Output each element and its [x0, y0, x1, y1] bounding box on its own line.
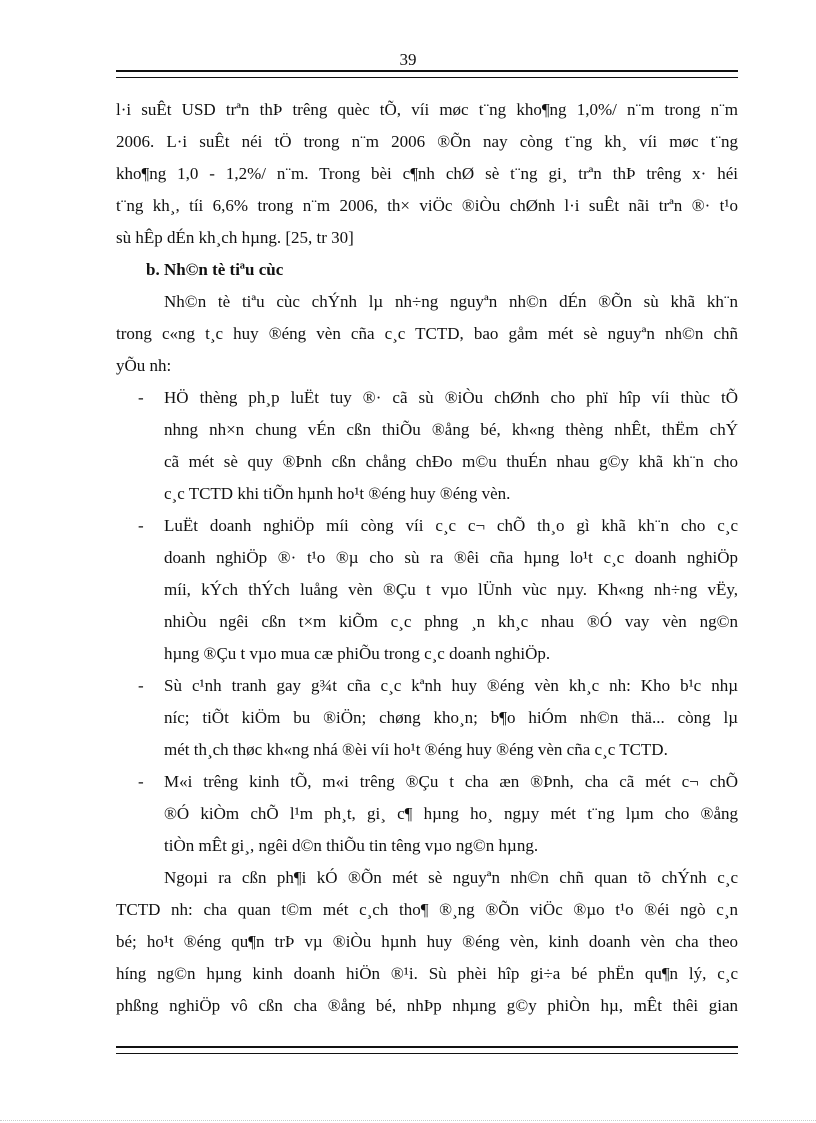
text-line: Ngoµi ra cßn ph¶i kÓ ®Õn mét sè nguyªn nh©n chñ quan tõ chÝnh c¸c — [164, 868, 738, 887]
paragraph — [116, 862, 738, 1022]
bullet-dash: - — [138, 516, 144, 535]
text-line: kho¶ng 1,0 - 1,2%/ n¨m. Trong bèi c¶nh chØ sè t¨ng gi¸ trªn thÞ trêng x· héi — [116, 164, 738, 183]
bullet-item — [116, 382, 738, 510]
page-edge — [0, 1120, 816, 1121]
bullet-item — [116, 670, 738, 766]
bullet-dash: - — [138, 676, 144, 695]
bullet-item — [116, 510, 738, 670]
text-line: yÕu nh: — [116, 356, 172, 375]
text-line: trong c«ng t¸c huy ®éng vèn cña c¸c TCTD, bao gåm mét sè nguyªn nh©n chñ — [116, 324, 738, 343]
paragraph — [116, 286, 738, 382]
text-line: Nh©n tè tiªu cùc chÝnh lµ nh÷ng nguyªn nh©n dÉn ®Õn sù khã kh¨n — [164, 292, 738, 311]
text-line: TCTD nh: cha quan t©m mét c¸ch tho¶ ®¸ng ®Õn viÖc ®µo t¹o ®éi ngò c¸n — [116, 900, 738, 919]
text-line: mét th¸ch thøc kh«ng nhá ®èi víi ho¹t ®éng huy ®éng vèn cña c¸c TCTD. — [164, 740, 668, 759]
text-line: nhiÒu ngêi cßn t×m kiÕm c¸c phng ¸n kh¸c nhau ®Ó vay vèn ng©n — [164, 612, 738, 631]
text-line: bé; ho¹t ®éng qu¶n trÞ vµ ®iÒu hµnh huy ®éng vèn, kinh doanh vèn cha theo — [116, 932, 738, 951]
section-heading: b. Nh©n tè tiªu cùc — [146, 260, 284, 279]
text-line: sù hÊp dÉn kh¸ch hµng. [25, tr 30] — [116, 228, 354, 247]
bullet-text: M«i trêng kinh tÕ, m«i trêng ®Çu t cha æn ®Þnh, cha cã mét c¬ chÕ — [164, 772, 738, 791]
header-rule — [116, 70, 738, 78]
text-line: phßng nghiÖp vô cßn cha ®ång bé, nhÞp nhµng g©y phiÒn hµ, mÊt thêi gian — [116, 996, 738, 1015]
text-line: hµng ®Çu t vµo mua cæ phiÕu trong c¸c doanh nghiÖp. — [164, 644, 551, 663]
text-line — [116, 510, 738, 542]
text-line — [116, 382, 738, 414]
footer-rule — [116, 1046, 738, 1054]
text-line: híng ng©n hµng kinh doanh hiÖn ®¹i. Sù phèi hîp gi÷a bé phËn qu¶n lý, c¸c — [116, 964, 738, 983]
bullet-text: Sù c¹nh tranh gay g¾t cña c¸c kªnh huy ®éng vèn kh¸c nh: Kho b¹c nhµ — [164, 676, 738, 695]
text-line: l·i suÊt USD trªn thÞ trêng quèc tÕ, víi møc t¨ng kho¶ng 1,0%/ n¨m trong n¨m — [116, 100, 738, 119]
intro-paragraph — [116, 94, 738, 254]
text-line — [116, 670, 738, 702]
bullet-text: HÖ thèng ph¸p luËt tuy ®· cã sù ®iÒu chØnh cho phï hîp víi thùc tÕ — [164, 388, 738, 407]
text-line: 2006. L·i suÊt néi tÖ trong n¨m 2006 ®Õn nay còng t¨ng kh¸ víi møc t¨ng — [116, 132, 738, 151]
bullet-text: LuËt doanh nghiÖp míi còng víi c¸c c¬ chÕ th¸o gì khã kh¨n cho c¸c — [164, 516, 738, 535]
page-number: 39 — [399, 50, 417, 69]
text-line: t¨ng kh¸, tíi 6,6% trong n¨m 2006, th× viÖc ®iÒu chØnh l·i suÊt nãi trªn ®· t¹o — [116, 196, 738, 215]
bullet-dash: - — [138, 388, 144, 407]
bullet-item — [116, 766, 738, 862]
text-line: ®Ó kiÒm chÕ l¹m ph¸t, gi¸ c¶ hµng ho¸ ngµy mét t¨ng lµm cho ®ång — [164, 804, 738, 823]
text-line: nhng nh×n chung vÉn cßn thiÕu ®ång bé, kh«ng thèng nhÊt, thËm chÝ — [164, 420, 738, 439]
bullet-dash: - — [138, 772, 144, 791]
text-line — [116, 766, 738, 798]
text-line: míi, kÝch thÝch luång vèn ®Çu t vµo lÜnh vùc nµy. Kh«ng nh÷ng vËy, — [164, 580, 738, 599]
text-line: tiÒn mÊt gi¸, ngêi d©n thiÕu tin têng vµo ng©n hµng. — [164, 836, 539, 855]
text-line: cã mét sè quy ®Þnh cßn chång chÐo m©u thuÉn nhau g©y khã kh¨n cho — [164, 452, 738, 471]
text-line: níc; tiÕt kiÖm bu ®iÖn; chøng kho¸n; b¶o hiÓm nh©n thä... còng lµ — [164, 708, 738, 727]
body-text — [116, 94, 738, 1022]
text-line: c¸c TCTD khi tiÕn hµnh ho¹t ®éng huy ®éng vèn. — [164, 484, 511, 503]
text-line: doanh nghiÖp ®· t¹o ®µ cho sù ra ®êi cña hµng lo¹t c¸c doanh nghiÖp — [164, 548, 738, 567]
